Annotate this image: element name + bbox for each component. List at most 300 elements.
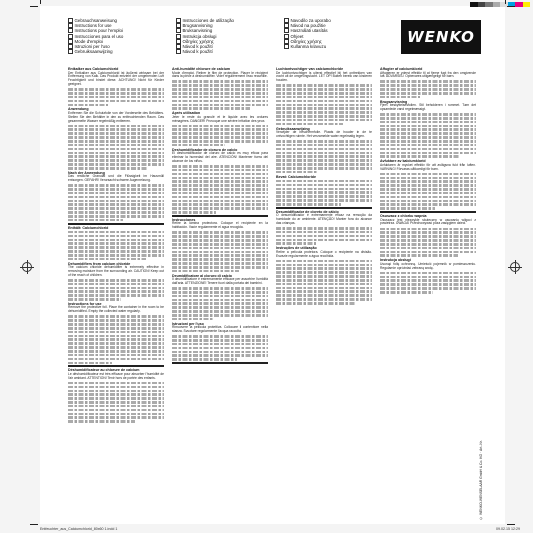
text-line-placeholder xyxy=(276,123,343,126)
section-title: Instruções de utilização xyxy=(276,246,317,251)
section-text: O desumidificador é extremamente eficaz na remoção da humidade do ar ambiente. ATENÇÃO! Manter fora do alcance das crianças. xyxy=(276,213,372,225)
flag-icon xyxy=(284,44,289,49)
text-line-placeholder xyxy=(172,165,268,168)
section-title: Desumidificador de cloreto de cálcio xyxy=(276,209,339,214)
section-text: Der Entkalker aus Calciumchlorid ist äußerst wirksam bei der Entfernung von Kalk. Das Produkt entzieht der umgebenden Luft Feuchtigkeit und bindet diese. ACHTUNG! Nicht für Kinder geeignet. xyxy=(68,70,164,87)
text-line-placeholder xyxy=(68,350,164,353)
section-text: Il deumidificatore è estremamente efficace per assorbire l'umidità dall'aria. ATTENZIONE! Tenere fuori dalla portata dei bambini. xyxy=(172,277,268,285)
text-line-placeholder xyxy=(276,152,372,155)
text-column-2 xyxy=(172,66,268,496)
text-line-placeholder xyxy=(68,200,164,203)
section-text: Entfernen Sie die Schutzfolie von der Vorderseite des Behälters. Stellen Sie den Behälter in den zu entfeuchtenden Raum. Das gesammelte Wasser regelmäßig entleeren. xyxy=(68,110,164,123)
text-line-placeholder xyxy=(68,327,164,330)
section-text: Verwijder de beschermfolie. Plaats de houder in de te ontvochtigen ruimte. Het verzamelde water regelmatig legen. xyxy=(276,130,372,138)
text-line-placeholder xyxy=(172,169,268,172)
section-title: Brugsanvisning xyxy=(380,99,408,104)
text-line-placeholder xyxy=(68,390,164,393)
text-line-placeholder xyxy=(68,207,164,210)
section-text: De luchtontvochtiger is uiterst effectief bij het onttrekken van vocht uit de omgevingslucht. LET OP! Buiten bereik van kinderen houden. xyxy=(276,70,372,83)
text-line-placeholder xyxy=(68,192,164,195)
section-title: Instrucciones xyxy=(172,217,196,222)
text-line-placeholder xyxy=(68,290,164,293)
text-line-placeholder xyxy=(172,207,268,210)
text-line-placeholder xyxy=(276,298,372,301)
language-item: Használati utasítás xyxy=(284,28,382,33)
text-line-placeholder xyxy=(276,84,372,87)
text-line-placeholder xyxy=(68,132,164,135)
text-line-placeholder xyxy=(276,290,372,293)
print-color-bar xyxy=(470,2,530,7)
text-line-placeholder xyxy=(380,148,476,151)
text-line-placeholder xyxy=(68,167,148,170)
text-line-placeholder xyxy=(68,258,146,261)
text-line-placeholder xyxy=(68,136,164,139)
text-line-placeholder xyxy=(68,196,164,199)
text-line-placeholder xyxy=(172,188,268,191)
text-line-placeholder xyxy=(172,88,268,91)
text-line-placeholder xyxy=(276,155,372,158)
text-line-placeholder xyxy=(68,335,164,338)
text-line-placeholder xyxy=(68,239,164,242)
section-title: Affugter af calciumklorid xyxy=(380,67,423,71)
language-item: Instructions pour l'emploi xyxy=(68,28,166,33)
text-line-placeholder xyxy=(68,159,164,162)
text-line-placeholder xyxy=(68,125,164,128)
flag-icon xyxy=(68,49,73,54)
text-line-placeholder xyxy=(172,140,268,143)
text-line-placeholder xyxy=(380,287,476,290)
text-line-placeholder xyxy=(380,251,476,254)
text-line-placeholder xyxy=(172,291,268,294)
text-line-placeholder xyxy=(276,167,372,170)
text-line-placeholder xyxy=(68,405,164,408)
section-title: Nach der Anwendung xyxy=(68,170,105,175)
text-column-4 xyxy=(380,66,476,496)
text-line-placeholder xyxy=(68,92,164,95)
section-text: The calcium chloride dehumidifier is extremely effective in removing moisture from the surrounding air. CAUTION! Keep out of the reach of children. xyxy=(68,265,164,277)
text-line-placeholder xyxy=(380,173,476,176)
text-line-placeholder xyxy=(172,254,268,257)
text-line-placeholder xyxy=(276,188,372,191)
text-line-placeholder xyxy=(68,235,164,238)
text-line-placeholder xyxy=(172,96,268,99)
text-line-placeholder xyxy=(68,155,164,158)
print-footer xyxy=(40,527,520,531)
text-line-placeholder xyxy=(380,283,476,286)
side-article-code: © WENKO-WENSELAAR GmbH & Co. KG · Art.-Nr. xyxy=(479,440,483,520)
text-line-placeholder xyxy=(172,270,239,273)
section-divider xyxy=(68,365,164,367)
language-item: Οδηγίες χρήσης xyxy=(284,39,382,44)
text-line-placeholder xyxy=(380,239,476,242)
text-line-placeholder xyxy=(68,104,108,107)
text-line-placeholder xyxy=(68,397,164,400)
text-line-placeholder xyxy=(68,362,112,365)
text-line-placeholder xyxy=(68,203,164,206)
text-line-placeholder xyxy=(276,267,372,270)
text-line-placeholder xyxy=(276,302,356,305)
text-line-placeholder xyxy=(276,119,372,122)
text-line-placeholder xyxy=(380,203,476,206)
text-line-placeholder xyxy=(276,144,372,147)
text-line-placeholder xyxy=(68,188,164,191)
text-line-placeholder xyxy=(380,200,476,203)
text-line-placeholder xyxy=(172,128,268,131)
section-text: Le déshumidificateur est très efficace pour absorber l'humidité de l'air ambiant. ATTENTION! Tenir hors de portée des enfants. xyxy=(68,371,164,380)
text-line-placeholder xyxy=(172,100,268,103)
section-divider xyxy=(276,207,372,209)
section-text: Fjern beskyttelsesfolien. Stil beholderen i rummet. Tøm det opsamlede vand regelmæssigt. xyxy=(380,103,476,111)
text-line-placeholder xyxy=(276,171,318,174)
text-line-placeholder xyxy=(380,117,476,120)
text-line-placeholder xyxy=(68,287,164,290)
text-line-placeholder xyxy=(68,416,164,419)
section-title: Deshumidificador de cloruro de calcio xyxy=(172,147,238,152)
text-column-3 xyxy=(276,66,372,496)
section-title: Osuszacz z chlorku wapnia xyxy=(380,214,427,219)
text-line-placeholder xyxy=(276,96,372,99)
text-line-placeholder xyxy=(380,254,458,257)
text-line-placeholder xyxy=(68,401,164,404)
footer-filename: Entfeuchter_aus_Calciumchlorid_80x60 1.indd 1 xyxy=(40,527,118,531)
text-line-placeholder xyxy=(68,409,164,412)
section-text: Jeter le reste du granulé et le liquide avec les ordures ménagères. DANGER! Provoque une sévère irritation des yeux. xyxy=(172,114,268,123)
text-line-placeholder xyxy=(380,196,476,199)
language-item: Návod k použití xyxy=(176,44,274,49)
text-line-placeholder xyxy=(276,159,372,162)
text-line-placeholder xyxy=(276,199,372,202)
section-title: Instructions for use xyxy=(68,301,102,306)
section-title: Anti-humidité chlorure de calcium xyxy=(172,67,231,71)
text-line-placeholder xyxy=(380,207,435,210)
text-line-placeholder xyxy=(172,343,268,346)
text-line-placeholder xyxy=(172,80,268,83)
text-line-placeholder xyxy=(68,254,164,257)
language-item: Instrucciones para el uso xyxy=(68,34,166,39)
language-item: Návod k použití xyxy=(176,49,274,54)
text-line-placeholder xyxy=(172,184,268,187)
text-line-placeholder xyxy=(380,155,460,158)
text-line-placeholder xyxy=(276,235,372,238)
text-line-placeholder xyxy=(380,192,476,195)
text-line-placeholder xyxy=(68,242,164,245)
language-item: Navodilo za uporabo xyxy=(284,18,382,23)
section-divider xyxy=(172,215,268,217)
language-item: Ohjeet xyxy=(284,34,382,39)
crop-mark xyxy=(505,0,506,4)
text-line-placeholder xyxy=(68,331,164,334)
text-line-placeholder xyxy=(172,347,268,350)
text-line-placeholder xyxy=(172,287,268,290)
section-title: Luchtontvochtiger van calciumchloride xyxy=(276,67,344,71)
text-line-placeholder xyxy=(68,294,164,297)
text-line-placeholder xyxy=(68,386,164,389)
text-line-placeholder xyxy=(172,310,268,313)
section-text: Usunąć folię ochronną. Umieścić pojemnik w pomieszczeniu. Regularnie opróżniać zebraną wodę. xyxy=(380,261,476,270)
text-line-placeholder xyxy=(172,266,268,269)
header xyxy=(68,18,473,58)
text-line-placeholder xyxy=(172,318,214,321)
text-line-placeholder xyxy=(380,231,476,234)
text-line-placeholder xyxy=(276,239,372,242)
text-line-placeholder xyxy=(276,195,372,198)
section-divider xyxy=(172,362,268,364)
text-line-placeholder xyxy=(172,200,268,203)
language-list-1 xyxy=(68,18,166,54)
text-line-placeholder xyxy=(68,358,164,361)
text-line-placeholder xyxy=(380,128,476,131)
text-line-placeholder xyxy=(380,180,476,183)
section-divider xyxy=(68,223,164,225)
section-text: Remove the protective foil. Place the container in the room to be dehumidified. Empty the collected water regularly. xyxy=(68,305,164,314)
language-list-2 xyxy=(176,18,274,54)
text-line-placeholder xyxy=(172,231,268,234)
section-text: Retire a película protetora. Coloque o recipiente na divisão. Esvazie regularmente a água recolhida. xyxy=(276,249,372,258)
text-line-placeholder xyxy=(172,295,268,298)
text-column-1 xyxy=(68,66,164,496)
text-line-placeholder xyxy=(68,144,164,147)
section-title: Bevat: Calciumchloride xyxy=(276,174,316,179)
text-line-placeholder xyxy=(380,92,476,95)
text-line-placeholder xyxy=(380,84,476,87)
text-line-placeholder xyxy=(172,211,216,214)
registration-mark-right xyxy=(510,262,520,272)
text-line-placeholder xyxy=(380,144,476,147)
text-line-placeholder xyxy=(172,239,268,242)
text-line-placeholder xyxy=(172,314,268,317)
text-line-placeholder xyxy=(68,346,164,349)
section-title: Déshumidificateur au chlorure de calcium xyxy=(68,368,140,373)
section-title: Avfuktare av kalciumklorid xyxy=(380,159,426,164)
text-line-placeholder xyxy=(172,243,268,246)
text-line-placeholder xyxy=(276,88,372,91)
text-line-placeholder xyxy=(276,191,372,194)
text-line-placeholder xyxy=(68,279,164,282)
text-line-placeholder xyxy=(276,148,372,151)
text-line-placeholder xyxy=(380,140,476,143)
text-line-placeholder xyxy=(380,188,476,191)
text-line-placeholder xyxy=(380,136,476,139)
text-line-placeholder xyxy=(68,163,164,166)
text-line-placeholder xyxy=(380,235,476,238)
text-line-placeholder xyxy=(68,231,164,234)
text-line-placeholder xyxy=(276,294,372,297)
registration-mark-left xyxy=(22,262,32,272)
instruction-columns xyxy=(68,66,476,496)
text-line-placeholder xyxy=(276,92,372,95)
text-line-placeholder xyxy=(68,319,164,322)
text-line-placeholder xyxy=(172,84,268,87)
crop-mark xyxy=(30,524,38,525)
text-line-placeholder xyxy=(380,80,476,83)
language-item: Istruzioni per l'uso xyxy=(68,44,166,49)
text-line-placeholder xyxy=(172,125,268,128)
section-title: Deumidificatore al cloruro di calcio xyxy=(172,273,232,278)
text-line-placeholder xyxy=(68,96,164,99)
text-line-placeholder xyxy=(68,315,164,318)
text-line-placeholder xyxy=(380,96,420,99)
text-line-placeholder xyxy=(68,420,135,423)
text-line-placeholder xyxy=(68,184,164,187)
text-line-placeholder xyxy=(380,132,476,135)
section-divider xyxy=(380,211,476,213)
text-line-placeholder xyxy=(276,279,372,282)
text-line-placeholder xyxy=(172,180,268,183)
section-title: Après utilisation xyxy=(172,111,201,116)
text-line-placeholder xyxy=(380,125,476,128)
text-line-placeholder xyxy=(172,258,268,261)
text-line-placeholder xyxy=(380,113,476,116)
text-line-placeholder xyxy=(172,358,237,361)
text-line-placeholder xyxy=(380,121,476,124)
section-text: Mode d'emploi. Retirer le film de protection. Placer le récipient dans la pièce à déshumidifier. Vider régulièrement l'eau recueillie. xyxy=(172,70,268,79)
text-line-placeholder xyxy=(276,271,372,274)
text-line-placeholder xyxy=(380,247,476,250)
text-line-placeholder xyxy=(68,393,164,396)
text-line-placeholder xyxy=(380,88,476,91)
text-line-placeholder xyxy=(172,251,268,254)
text-line-placeholder xyxy=(68,88,164,91)
text-line-placeholder xyxy=(276,163,372,166)
section-title: Entkalker aus Calciumchlorid xyxy=(68,67,119,71)
text-line-placeholder xyxy=(276,260,372,263)
brand-logo: WENKO xyxy=(401,20,481,54)
text-line-placeholder xyxy=(68,148,164,151)
footer-timestamp: 09.02.15 12:29 xyxy=(496,527,520,531)
text-line-placeholder xyxy=(172,132,268,135)
text-line-placeholder xyxy=(172,144,225,147)
text-line-placeholder xyxy=(172,354,268,357)
text-line-placeholder xyxy=(68,323,164,326)
language-item: Brugsanvisning xyxy=(176,23,274,28)
language-item: Návod na použitie xyxy=(284,23,382,28)
language-item: Instrucciones de utilização xyxy=(176,18,274,23)
section-text: Rimuovere la pellicola protettiva. Collocare il contenitore nella stanza. Svuotare regolarmente l'acqua raccolta. xyxy=(172,325,268,334)
text-line-placeholder xyxy=(172,136,268,139)
text-line-placeholder xyxy=(276,275,372,278)
text-line-placeholder xyxy=(276,231,372,234)
section-text: Affugteren er yderst effektiv til at fjerne fugt fra den omgivende luft. ADVARSEL! Opbevares utilgængeligt for børn. xyxy=(380,70,476,79)
text-line-placeholder xyxy=(276,242,316,245)
text-line-placeholder xyxy=(172,173,268,176)
flag-icon xyxy=(176,49,181,54)
text-line-placeholder xyxy=(276,111,372,114)
text-line-placeholder xyxy=(68,211,164,214)
text-line-placeholder xyxy=(172,351,268,354)
text-line-placeholder xyxy=(276,115,372,118)
text-line-placeholder xyxy=(68,342,164,345)
text-line-placeholder xyxy=(68,382,164,385)
language-item: Οδηγίες χρήσης xyxy=(176,39,274,44)
text-line-placeholder xyxy=(276,180,372,183)
language-item: Gebrauchsanweisung xyxy=(68,18,166,23)
language-item: Gebruiksaanwijzing xyxy=(68,49,166,54)
section-title: Enthält: Calciumchlorid xyxy=(68,225,109,230)
text-line-placeholder xyxy=(68,215,164,218)
section-title: Dehumidifiers from calcium chloride xyxy=(68,261,131,266)
crop-mark xyxy=(507,524,515,525)
text-line-placeholder xyxy=(172,192,268,195)
text-line-placeholder xyxy=(276,107,372,110)
language-item: Mode d'emploi xyxy=(68,39,166,44)
section-text: Retire la lámina protectora. Coloque el recipiente en la habitación. Vacíe regularmente el agua recogida. xyxy=(172,221,268,230)
text-line-placeholder xyxy=(276,287,372,290)
text-line-placeholder xyxy=(68,100,164,103)
text-line-placeholder xyxy=(172,92,268,95)
text-line-placeholder xyxy=(380,276,476,279)
text-line-placeholder xyxy=(380,177,476,180)
text-line-placeholder xyxy=(172,177,268,180)
section-title: Gebruiksaanwijzing xyxy=(276,126,310,131)
text-line-placeholder xyxy=(68,354,164,357)
text-line-placeholder xyxy=(172,235,268,238)
language-list-3 xyxy=(284,18,382,49)
section-text: El deshumidificador de cloruro de calcio es muy eficaz para eliminar la humedad del aire. ATENCIÓN! Mantener fuera del alcance de los niños. xyxy=(172,151,268,163)
text-line-placeholder xyxy=(276,227,372,230)
text-line-placeholder xyxy=(276,100,372,103)
text-line-placeholder xyxy=(380,291,433,294)
language-item: Bruksanvisning xyxy=(176,28,274,33)
text-line-placeholder xyxy=(380,184,476,187)
text-line-placeholder xyxy=(276,140,372,143)
text-line-placeholder xyxy=(68,298,121,301)
text-line-placeholder xyxy=(172,107,250,110)
text-line-placeholder xyxy=(68,140,164,143)
language-item: Instrukcja obsługi xyxy=(176,34,274,39)
section-title: Anwendung xyxy=(68,107,89,112)
text-line-placeholder xyxy=(68,152,164,155)
text-line-placeholder xyxy=(380,152,476,155)
text-line-placeholder xyxy=(380,228,476,231)
text-line-placeholder xyxy=(276,283,372,286)
crop-mark xyxy=(30,6,38,7)
text-line-placeholder xyxy=(380,243,476,246)
text-line-placeholder xyxy=(276,104,372,107)
text-line-placeholder xyxy=(172,262,268,265)
text-line-placeholder xyxy=(172,196,268,199)
text-line-placeholder xyxy=(172,306,268,309)
section-text: Osuszacz jest niezwykle skuteczny w usuwaniu wilgoci z powietrza. UWAGA! Przechowywać poza zasięgiem dzieci. xyxy=(380,217,476,226)
text-line-placeholder xyxy=(172,299,268,302)
text-line-placeholder xyxy=(68,246,164,249)
text-line-placeholder xyxy=(172,104,268,107)
text-line-placeholder xyxy=(68,219,123,222)
section-title: Instrukcja obsługi xyxy=(380,258,411,263)
text-line-placeholder xyxy=(276,184,372,187)
text-line-placeholder xyxy=(172,339,268,342)
text-line-placeholder xyxy=(380,272,476,275)
crop-mark xyxy=(507,6,515,7)
section-text: Avfuktaren är mycket effektiv för att avlägsna fukt från luften. VARNING! Förvaras oåtkomligt för barn. xyxy=(380,162,476,171)
text-line-placeholder xyxy=(380,279,476,282)
section-text: Das restliche Granulat und die Flüssigkeit im Hausmüll entsorgen. GEFAHR! Verursacht schwere Augenreizung. xyxy=(68,174,164,183)
text-line-placeholder xyxy=(172,247,268,250)
text-line-placeholder xyxy=(172,302,268,305)
crop-mark xyxy=(40,0,41,4)
text-line-placeholder xyxy=(68,338,164,341)
text-line-placeholder xyxy=(68,413,164,416)
text-line-placeholder xyxy=(276,203,341,206)
language-item: Kullanma kılavuzu xyxy=(284,44,382,49)
text-line-placeholder xyxy=(172,203,268,206)
section-title: Istruzioni per l'uso xyxy=(172,321,204,326)
text-line-placeholder xyxy=(172,335,268,338)
text-line-placeholder xyxy=(68,283,164,286)
language-item: Instructions for use xyxy=(68,23,166,28)
text-line-placeholder xyxy=(276,264,372,267)
text-line-placeholder xyxy=(68,128,164,131)
text-line-placeholder xyxy=(68,250,164,253)
